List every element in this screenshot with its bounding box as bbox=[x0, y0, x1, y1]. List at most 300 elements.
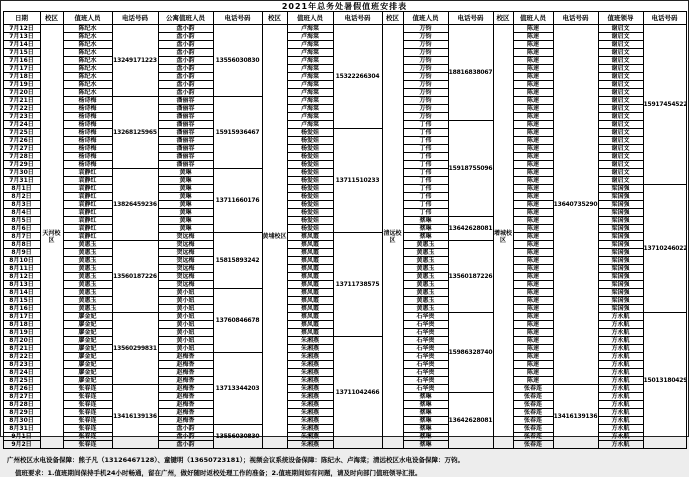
huangpu-staff-name-cell: 朱湘燕 bbox=[287, 441, 333, 449]
apartment-staff-name-cell: 盘小韵 bbox=[158, 41, 213, 49]
date-cell: 8月5日 bbox=[3, 217, 40, 225]
apartment-staff-name-cell: 盘小韵 bbox=[158, 65, 213, 73]
date-cell: 8月27日 bbox=[3, 393, 40, 401]
tianhe-staff-name-cell: 陈纪水 bbox=[63, 89, 112, 97]
qingyuan-staff-name-cell: 石华贵 bbox=[403, 345, 448, 353]
date-cell: 8月14日 bbox=[3, 289, 40, 297]
tianhe-staff-name-cell: 黄惠玉 bbox=[63, 273, 112, 281]
qingyuan-staff-name-cell: 蔡琳 bbox=[403, 233, 448, 241]
qingyuan-staff-name-cell: 黄惠玉 bbox=[403, 273, 448, 281]
column-header: 值班人员 bbox=[63, 12, 112, 25]
zengcheng-staff-name-cell: 张春连 bbox=[513, 409, 553, 417]
duty-leader-name-cell: 方永航 bbox=[598, 353, 643, 361]
qingyuan-staff-name-cell: 石华贵 bbox=[403, 313, 448, 321]
qingyuan-staff-name-cell: 丁伟 bbox=[403, 177, 448, 185]
zengcheng-staff-phone-cell: 13640735290 bbox=[553, 25, 598, 385]
qingyuan-staff-name-cell: 石华贵 bbox=[403, 385, 448, 393]
date-cell: 8月22日 bbox=[3, 353, 40, 361]
huangpu-staff-name-cell: 蔡凤霞 bbox=[287, 233, 333, 241]
duty-leader-name-cell: 方永航 bbox=[598, 441, 643, 449]
duty-leader-name-cell: 梁国强 bbox=[598, 273, 643, 281]
zengcheng-staff-name-cell: 陈速 bbox=[513, 225, 553, 233]
zengcheng-staff-name-cell: 陈速 bbox=[513, 97, 553, 105]
duty-leader-name-cell: 梁国强 bbox=[598, 225, 643, 233]
qingyuan-staff-name-cell: 黄惠玉 bbox=[403, 241, 448, 249]
qingyuan-staff-name-cell: 万钧 bbox=[403, 65, 448, 73]
qingyuan-staff-name-cell: 蔡琳 bbox=[403, 425, 448, 433]
duty-leader-name-cell: 方永航 bbox=[598, 393, 643, 401]
huangpu-staff-name-cell: 蔡凤霞 bbox=[287, 241, 333, 249]
column-header: 电话号码 bbox=[333, 12, 382, 25]
qingyuan-staff-name-cell: 黄惠玉 bbox=[403, 297, 448, 305]
qingyuan-staff-name-cell: 万钧 bbox=[403, 81, 448, 89]
qingyuan-staff-name-cell: 丁伟 bbox=[403, 169, 448, 177]
date-cell: 8月16日 bbox=[3, 305, 40, 313]
date-cell: 8月6日 bbox=[3, 225, 40, 233]
apartment-staff-name-cell: 赵梅香 bbox=[158, 377, 213, 385]
zengcheng-staff-name-cell: 陈速 bbox=[513, 185, 553, 193]
qingyuan-staff-name-cell: 蔡琳 bbox=[403, 409, 448, 417]
date-cell: 8月8日 bbox=[3, 241, 40, 249]
tianhe-staff-name-cell: 陈纪水 bbox=[63, 41, 112, 49]
zengcheng-staff-name-cell: 陈速 bbox=[513, 337, 553, 345]
tianhe-staff-name-cell: 杨诗梅 bbox=[63, 105, 112, 113]
qingyuan-staff-name-cell: 黄惠玉 bbox=[403, 281, 448, 289]
duty-leader-name-cell: 方永航 bbox=[598, 329, 643, 337]
qingyuan-staff-name-cell: 万钧 bbox=[403, 73, 448, 81]
huangpu-staff-name-cell: 蔡凤霞 bbox=[287, 289, 333, 297]
tianhe-staff-name-cell: 袁静红 bbox=[63, 185, 112, 193]
apartment-staff-name-cell: 盘小韵 bbox=[158, 433, 213, 441]
zengcheng-staff-name-cell: 张春连 bbox=[513, 417, 553, 425]
column-header: 电话号码 bbox=[643, 12, 686, 25]
tianhe-staff-name-cell: 张春连 bbox=[63, 409, 112, 417]
apartment-staff-name-cell: 黄琳 bbox=[158, 177, 213, 185]
date-cell: 8月28日 bbox=[3, 401, 40, 409]
tianhe-staff-name-cell: 袁静红 bbox=[63, 217, 112, 225]
qingyuan-staff-name-cell: 丁伟 bbox=[403, 145, 448, 153]
apartment-staff-name-cell: 赵梅香 bbox=[158, 409, 213, 417]
qingyuan-staff-name-cell: 黄惠玉 bbox=[403, 305, 448, 313]
date-cell: 7月12日 bbox=[3, 25, 40, 33]
table-row bbox=[3, 25, 686, 33]
tianhe-staff-name-cell: 廖金妃 bbox=[63, 329, 112, 337]
date-cell: 8月11日 bbox=[3, 265, 40, 273]
date-cell: 7月24日 bbox=[3, 121, 40, 129]
date-cell: 7月27日 bbox=[3, 145, 40, 153]
qingyuan-staff-name-cell: 黄惠玉 bbox=[403, 289, 448, 297]
duty-leader-name-cell: 谢启文 bbox=[598, 113, 643, 121]
huangpu-staff-phone-cell: 13711510233 bbox=[333, 129, 382, 233]
tianhe-staff-name-cell: 杨诗梅 bbox=[63, 153, 112, 161]
huangpu-staff-name-cell: 蔡凤霞 bbox=[287, 265, 333, 273]
duty-leader-name-cell: 方永航 bbox=[598, 401, 643, 409]
apartment-staff-phone-cell: 15815893242 bbox=[213, 233, 262, 289]
zengcheng-staff-name-cell: 张春连 bbox=[513, 401, 553, 409]
qingyuan-staff-name-cell: 石华贵 bbox=[403, 329, 448, 337]
campus-cell: 增城校区 bbox=[493, 25, 513, 449]
tianhe-staff-name-cell: 黄惠玉 bbox=[63, 305, 112, 313]
duty-leader-name-cell: 梁国强 bbox=[598, 265, 643, 273]
duty-leader-name-cell: 谢启文 bbox=[598, 177, 643, 185]
column-header: 电话号码 bbox=[448, 12, 493, 25]
date-cell: 7月30日 bbox=[3, 169, 40, 177]
tianhe-staff-phone-cell: 13268125965 bbox=[112, 97, 158, 169]
huangpu-staff-name-cell: 朱湘燕 bbox=[287, 353, 333, 361]
tianhe-staff-name-cell: 陈纪水 bbox=[63, 49, 112, 57]
huangpu-staff-name-cell: 卢海棠 bbox=[287, 113, 333, 121]
apartment-staff-name-cell: 盘小韵 bbox=[158, 57, 213, 65]
huangpu-staff-name-cell: 杨爱娃 bbox=[287, 193, 333, 201]
duty-leader-name-cell: 谢启文 bbox=[598, 73, 643, 81]
apartment-staff-name-cell: 赵梅香 bbox=[158, 385, 213, 393]
tianhe-staff-name-cell: 张春连 bbox=[63, 393, 112, 401]
zengcheng-staff-name-cell: 陈速 bbox=[513, 177, 553, 185]
qingyuan-staff-name-cell: 万钧 bbox=[403, 113, 448, 121]
tianhe-staff-name-cell: 张春连 bbox=[63, 441, 112, 449]
tianhe-staff-name-cell: 杨诗梅 bbox=[63, 129, 112, 137]
apartment-staff-name-cell: 盘小韵 bbox=[158, 33, 213, 41]
huangpu-staff-name-cell: 蔡凤霞 bbox=[287, 281, 333, 289]
date-cell: 8月18日 bbox=[3, 321, 40, 329]
apartment-staff-phone-cell: 13556030830 bbox=[213, 425, 262, 449]
tianhe-staff-phone-cell: 13560187226 bbox=[112, 241, 158, 313]
zengcheng-staff-name-cell: 陈速 bbox=[513, 201, 553, 209]
qingyuan-staff-phone-cell: 13642628081 bbox=[448, 217, 493, 241]
duty-leader-name-cell: 梁国强 bbox=[598, 233, 643, 241]
tianhe-staff-name-cell: 杨诗梅 bbox=[63, 145, 112, 153]
huangpu-staff-name-cell: 蔡凤霞 bbox=[287, 305, 333, 313]
date-cell: 8月2日 bbox=[3, 193, 40, 201]
huangpu-staff-name-cell: 蔡凤霞 bbox=[287, 321, 333, 329]
zengcheng-staff-name-cell: 陈速 bbox=[513, 257, 553, 265]
duty-leader-name-cell: 梁国强 bbox=[598, 305, 643, 313]
duty-leader-name-cell: 方永航 bbox=[598, 417, 643, 425]
zengcheng-staff-name-cell: 陈速 bbox=[513, 41, 553, 49]
huangpu-staff-name-cell: 朱湘燕 bbox=[287, 385, 333, 393]
qingyuan-staff-name-cell: 万钧 bbox=[403, 97, 448, 105]
tianhe-staff-name-cell: 陈纪水 bbox=[63, 25, 112, 33]
date-cell: 7月26日 bbox=[3, 137, 40, 145]
duty-leader-name-cell: 梁国强 bbox=[598, 241, 643, 249]
zengcheng-staff-name-cell: 陈速 bbox=[513, 153, 553, 161]
huangpu-staff-name-cell: 蔡凤霞 bbox=[287, 257, 333, 265]
tianhe-staff-name-cell: 杨诗梅 bbox=[63, 97, 112, 105]
date-cell: 8月4日 bbox=[3, 209, 40, 217]
zengcheng-staff-name-cell: 陈速 bbox=[513, 361, 553, 369]
tianhe-staff-phone-cell: 13560299831 bbox=[112, 313, 158, 385]
date-cell: 8月31日 bbox=[3, 425, 40, 433]
qingyuan-staff-name-cell: 蔡琳 bbox=[403, 417, 448, 425]
qingyuan-staff-name-cell: 丁伟 bbox=[403, 209, 448, 217]
tianhe-staff-name-cell: 杨诗梅 bbox=[63, 161, 112, 169]
tianhe-staff-name-cell: 袁静红 bbox=[63, 225, 112, 233]
column-header: 校区 bbox=[382, 12, 403, 25]
qingyuan-staff-name-cell: 石华贵 bbox=[403, 321, 448, 329]
zengcheng-staff-name-cell: 陈速 bbox=[513, 33, 553, 41]
column-header: 值班人员 bbox=[403, 12, 448, 25]
apartment-staff-name-cell: 贺远梅 bbox=[158, 281, 213, 289]
tianhe-staff-name-cell: 黄惠玉 bbox=[63, 249, 112, 257]
huangpu-staff-phone-cell: 15322266304 bbox=[333, 25, 382, 129]
duty-leader-name-cell: 方永航 bbox=[598, 433, 643, 441]
huangpu-staff-name-cell: 朱湘燕 bbox=[287, 369, 333, 377]
zengcheng-staff-name-cell: 陈速 bbox=[513, 321, 553, 329]
huangpu-staff-name-cell: 卢海棠 bbox=[287, 97, 333, 105]
huangpu-staff-name-cell: 朱湘燕 bbox=[287, 345, 333, 353]
tianhe-staff-phone-cell: 13249171223 bbox=[112, 25, 158, 97]
huangpu-staff-name-cell: 朱湘燕 bbox=[287, 401, 333, 409]
huangpu-staff-name-cell: 杨爱娃 bbox=[287, 225, 333, 233]
apartment-staff-name-cell: 黄琳 bbox=[158, 193, 213, 201]
qingyuan-staff-name-cell: 石华贵 bbox=[403, 353, 448, 361]
tianhe-staff-name-cell: 陈纪水 bbox=[63, 33, 112, 41]
tianhe-staff-name-cell: 杨诗梅 bbox=[63, 121, 112, 129]
column-header: 值班人员 bbox=[287, 12, 333, 25]
qingyuan-staff-name-cell: 万钧 bbox=[403, 105, 448, 113]
date-cell: 8月19日 bbox=[3, 329, 40, 337]
duty-leader-name-cell: 方永航 bbox=[598, 385, 643, 393]
qingyuan-staff-name-cell: 蔡琳 bbox=[403, 401, 448, 409]
apartment-staff-name-cell: 潘丽容 bbox=[158, 145, 213, 153]
duty-leader-name-cell: 梁国强 bbox=[598, 201, 643, 209]
tianhe-staff-name-cell: 黄惠玉 bbox=[63, 289, 112, 297]
column-header: 校区 bbox=[40, 12, 63, 25]
apartment-staff-name-cell: 潘丽容 bbox=[158, 137, 213, 145]
huangpu-staff-name-cell: 朱湘燕 bbox=[287, 361, 333, 369]
qingyuan-staff-name-cell: 石华贵 bbox=[403, 377, 448, 385]
zengcheng-staff-name-cell: 陈速 bbox=[513, 249, 553, 257]
huangpu-staff-name-cell: 杨爱娃 bbox=[287, 153, 333, 161]
date-cell: 8月30日 bbox=[3, 417, 40, 425]
tianhe-staff-name-cell: 廖金妃 bbox=[63, 369, 112, 377]
huangpu-staff-name-cell: 卢海棠 bbox=[287, 49, 333, 57]
apartment-staff-name-cell: 潘丽容 bbox=[158, 113, 213, 121]
duty-leader-name-cell: 谢启文 bbox=[598, 49, 643, 57]
date-cell: 7月16日 bbox=[3, 57, 40, 65]
qingyuan-staff-name-cell: 丁伟 bbox=[403, 161, 448, 169]
campus-cell: 天河校区 bbox=[40, 25, 63, 449]
zengcheng-staff-name-cell: 陈速 bbox=[513, 369, 553, 377]
tianhe-staff-name-cell: 黄惠玉 bbox=[63, 241, 112, 249]
huangpu-staff-name-cell: 卢海棠 bbox=[287, 65, 333, 73]
huangpu-staff-name-cell: 卢海棠 bbox=[287, 105, 333, 113]
footer-notes bbox=[1, 449, 688, 477]
date-cell: 7月29日 bbox=[3, 161, 40, 169]
zengcheng-staff-name-cell: 陈速 bbox=[513, 145, 553, 153]
duty-leader-name-cell: 谢启文 bbox=[598, 65, 643, 73]
qingyuan-staff-name-cell: 黄惠玉 bbox=[403, 257, 448, 265]
zengcheng-staff-name-cell: 陈速 bbox=[513, 305, 553, 313]
tianhe-staff-name-cell: 袁静红 bbox=[63, 169, 112, 177]
duty-leader-name-cell: 梁国强 bbox=[598, 289, 643, 297]
date-cell: 7月13日 bbox=[3, 33, 40, 41]
qingyuan-staff-phone-cell: 15986328740 bbox=[448, 313, 493, 393]
duty-leader-name-cell: 方永航 bbox=[598, 409, 643, 417]
huangpu-staff-name-cell: 卢海棠 bbox=[287, 73, 333, 81]
date-cell: 9月2日 bbox=[3, 441, 40, 449]
date-cell: 8月9日 bbox=[3, 249, 40, 257]
huangpu-staff-name-cell: 蔡凤霞 bbox=[287, 329, 333, 337]
date-cell: 7月19日 bbox=[3, 81, 40, 89]
date-cell: 7月20日 bbox=[3, 89, 40, 97]
apartment-staff-name-cell: 赵梅香 bbox=[158, 417, 213, 425]
qingyuan-staff-name-cell: 万钧 bbox=[403, 25, 448, 33]
duty-leader-name-cell: 谢启文 bbox=[598, 153, 643, 161]
date-cell: 7月23日 bbox=[3, 113, 40, 121]
duty-leader-name-cell: 方永航 bbox=[598, 361, 643, 369]
apartment-staff-name-cell: 贺远梅 bbox=[158, 233, 213, 241]
huangpu-staff-name-cell: 杨爱娃 bbox=[287, 169, 333, 177]
zengcheng-staff-name-cell: 陈速 bbox=[513, 193, 553, 201]
date-cell: 8月3日 bbox=[3, 201, 40, 209]
date-cell: 7月17日 bbox=[3, 65, 40, 73]
duty-leader-name-cell: 方永航 bbox=[598, 337, 643, 345]
campus-cell: 黄埔校区 bbox=[262, 25, 287, 449]
column-header: 公寓值班人员 bbox=[158, 12, 213, 25]
apartment-staff-name-cell: 潘丽容 bbox=[158, 153, 213, 161]
tianhe-staff-name-cell: 杨诗梅 bbox=[63, 113, 112, 121]
apartment-staff-name-cell: 黄琳 bbox=[158, 201, 213, 209]
huangpu-staff-name-cell: 杨爱娃 bbox=[287, 129, 333, 137]
duty-leader-name-cell: 方永航 bbox=[598, 321, 643, 329]
zengcheng-staff-name-cell: 陈速 bbox=[513, 105, 553, 113]
date-cell: 8月24日 bbox=[3, 369, 40, 377]
qingyuan-staff-name-cell: 石华贵 bbox=[403, 361, 448, 369]
zengcheng-staff-phone-cell: 13416139136 bbox=[553, 385, 598, 449]
column-header: 值班人员 bbox=[513, 12, 553, 25]
column-header: 校区 bbox=[493, 12, 513, 25]
qingyuan-staff-name-cell: 丁伟 bbox=[403, 153, 448, 161]
zengcheng-staff-name-cell: 陈速 bbox=[513, 281, 553, 289]
duty-leader-name-cell: 谢启文 bbox=[598, 137, 643, 145]
apartment-staff-phone-cell: 13711660176 bbox=[213, 169, 262, 233]
zengcheng-staff-name-cell: 陈速 bbox=[513, 241, 553, 249]
tianhe-staff-name-cell: 陈纪水 bbox=[63, 65, 112, 73]
huangpu-staff-name-cell: 朱湘燕 bbox=[287, 409, 333, 417]
apartment-staff-name-cell: 潘丽容 bbox=[158, 105, 213, 113]
qingyuan-staff-name-cell: 丁伟 bbox=[403, 193, 448, 201]
zengcheng-staff-name-cell: 陈速 bbox=[513, 25, 553, 33]
tianhe-staff-name-cell: 张春连 bbox=[63, 417, 112, 425]
apartment-staff-name-cell: 黄琳 bbox=[158, 169, 213, 177]
duty-leader-name-cell: 梁国强 bbox=[598, 185, 643, 193]
duty-leader-name-cell: 梁国强 bbox=[598, 281, 643, 289]
zengcheng-staff-name-cell: 陈速 bbox=[513, 161, 553, 169]
duty-leader-name-cell: 谢启文 bbox=[598, 161, 643, 169]
zengcheng-staff-name-cell: 陈速 bbox=[513, 89, 553, 97]
campus-cell: 清远校区 bbox=[382, 25, 403, 449]
huangpu-staff-name-cell: 蔡凤霞 bbox=[287, 313, 333, 321]
qingyuan-staff-name-cell: 蔡琳 bbox=[403, 217, 448, 225]
apartment-staff-name-cell: 盘小韵 bbox=[158, 425, 213, 433]
duty-leader-name-cell: 谢启文 bbox=[598, 121, 643, 129]
tianhe-staff-name-cell: 张春连 bbox=[63, 425, 112, 433]
apartment-staff-name-cell: 贺远梅 bbox=[158, 273, 213, 281]
date-cell: 8月7日 bbox=[3, 233, 40, 241]
huangpu-staff-name-cell: 杨爱娃 bbox=[287, 217, 333, 225]
tianhe-staff-name-cell: 廖金妃 bbox=[63, 321, 112, 329]
duty-leader-name-cell: 谢启文 bbox=[598, 169, 643, 177]
apartment-staff-name-cell: 黄小妞 bbox=[158, 345, 213, 353]
apartment-staff-name-cell: 黄琳 bbox=[158, 185, 213, 193]
apartment-staff-name-cell: 黄琳 bbox=[158, 209, 213, 217]
zengcheng-staff-name-cell: 陈速 bbox=[513, 81, 553, 89]
apartment-staff-name-cell: 盘小韵 bbox=[158, 49, 213, 57]
duty-leader-name-cell: 方永航 bbox=[598, 377, 643, 385]
duty-leader-name-cell: 方永航 bbox=[598, 425, 643, 433]
date-cell: 8月13日 bbox=[3, 281, 40, 289]
duty-table-header bbox=[3, 12, 686, 25]
page-title: 2021年总务处暑假值班安排表 bbox=[281, 2, 408, 11]
tianhe-staff-name-cell: 陈纪水 bbox=[63, 73, 112, 81]
duty-leader-name-cell: 梁国强 bbox=[598, 217, 643, 225]
tianhe-staff-name-cell: 廖金妃 bbox=[63, 337, 112, 345]
zengcheng-staff-name-cell: 陈速 bbox=[513, 345, 553, 353]
huangpu-staff-name-cell: 蔡凤霞 bbox=[287, 273, 333, 281]
tianhe-staff-name-cell: 廖金妃 bbox=[63, 353, 112, 361]
duty-table-body bbox=[3, 25, 686, 449]
date-cell: 7月31日 bbox=[3, 177, 40, 185]
column-header: 电话号码 bbox=[213, 12, 262, 25]
qingyuan-staff-name-cell: 蔡琳 bbox=[403, 393, 448, 401]
zengcheng-staff-name-cell: 陈速 bbox=[513, 73, 553, 81]
apartment-staff-name-cell: 黄小妞 bbox=[158, 297, 213, 305]
huangpu-staff-name-cell: 卢海棠 bbox=[287, 121, 333, 129]
column-header: 电话号码 bbox=[553, 12, 598, 25]
duty-leader-name-cell: 谢启文 bbox=[598, 57, 643, 65]
huangpu-staff-name-cell: 杨爱娃 bbox=[287, 161, 333, 169]
apartment-staff-name-cell: 潘丽容 bbox=[158, 121, 213, 129]
huangpu-staff-name-cell: 朱湘燕 bbox=[287, 393, 333, 401]
tianhe-staff-name-cell: 廖金妃 bbox=[63, 361, 112, 369]
column-header: 电话号码 bbox=[112, 12, 158, 25]
tianhe-staff-name-cell: 陈纪水 bbox=[63, 57, 112, 65]
apartment-staff-phone-cell: 13760846678 bbox=[213, 289, 262, 353]
date-cell: 8月12日 bbox=[3, 273, 40, 281]
apartment-staff-name-cell: 黄小妞 bbox=[158, 289, 213, 297]
huangpu-staff-name-cell: 卢海棠 bbox=[287, 57, 333, 65]
zengcheng-staff-name-cell: 陈速 bbox=[513, 297, 553, 305]
tianhe-staff-name-cell: 廖金妃 bbox=[63, 345, 112, 353]
date-cell: 8月10日 bbox=[3, 257, 40, 265]
footer-note-equipment: 广州校区水电设备保障：熊子凡（13126467128）、童键明（13650723181）；视频会议系统设备保障：陈纪水、卢海棠；清远校区水电设备保障：万钧。 bbox=[7, 456, 464, 464]
zengcheng-staff-name-cell: 陈速 bbox=[513, 169, 553, 177]
apartment-staff-name-cell: 黄小妞 bbox=[158, 305, 213, 313]
zengcheng-staff-name-cell: 陈速 bbox=[513, 65, 553, 73]
duty-leader-name-cell: 谢启文 bbox=[598, 41, 643, 49]
apartment-staff-phone-cell: 13713344203 bbox=[213, 353, 262, 425]
qingyuan-staff-name-cell: 丁伟 bbox=[403, 185, 448, 193]
apartment-staff-name-cell: 黄小妞 bbox=[158, 329, 213, 337]
zengcheng-staff-name-cell: 陈速 bbox=[513, 377, 553, 385]
zengcheng-staff-name-cell: 张春连 bbox=[513, 441, 553, 449]
tianhe-staff-name-cell: 张春连 bbox=[63, 385, 112, 393]
qingyuan-staff-name-cell: 万钧 bbox=[403, 57, 448, 65]
huangpu-staff-name-cell: 朱湘燕 bbox=[287, 433, 333, 441]
apartment-staff-name-cell: 贺远梅 bbox=[158, 249, 213, 257]
huangpu-staff-name-cell: 杨爱娃 bbox=[287, 185, 333, 193]
apartment-staff-name-cell: 赵梅香 bbox=[158, 361, 213, 369]
tianhe-staff-name-cell: 袁静红 bbox=[63, 201, 112, 209]
apartment-staff-phone-cell: 13556030830 bbox=[213, 25, 262, 97]
column-header: 值班领导 bbox=[598, 12, 643, 25]
tianhe-staff-name-cell: 黄惠玉 bbox=[63, 281, 112, 289]
date-cell: 8月21日 bbox=[3, 345, 40, 353]
qingyuan-staff-name-cell: 丁伟 bbox=[403, 137, 448, 145]
date-cell: 8月15日 bbox=[3, 297, 40, 305]
apartment-staff-name-cell: 赵梅香 bbox=[158, 353, 213, 361]
